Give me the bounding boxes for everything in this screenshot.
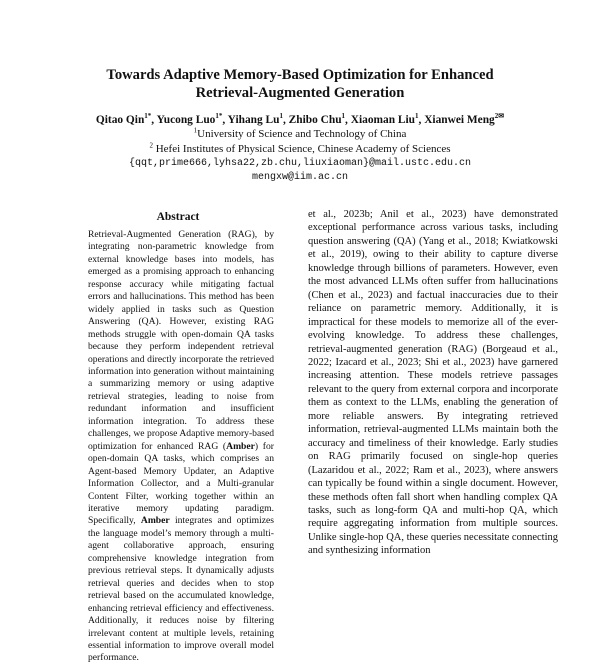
author: Xianwei Meng$^{2✉}$ — [424, 112, 505, 126]
author: Xiaoman Liu$^1$, — [350, 112, 425, 126]
email-line-2: mengxw@iim.ac.cn — [251, 172, 348, 183]
affiliation-2: $^2$ Hefei Institutes of Physical Science, Chinese Academy of Sciences — [149, 141, 451, 155]
title-line-2: Retrieval-Augmented Generation — [195, 85, 405, 101]
introduction-text: et al., 2023b; Anil et al., 2023) have demonstrated exceptional performance across various tasks, including question answering (QA) (Yang et al., 2018; Kwiatkowski et al., 2019), owing to their ability to capture diverse knowledge through billions of parameters. However, even the most advanced LLMs often suffer from hallucinations (Chen et al., 2023) and factual inaccuracies due to their reliance on parametric memory. Additionally, it is impractical for these models to memorize all of the ever-evolving knowledge. To address these challenges, retrieval-augmented generation (RAG) (Borgeaud et al., 2022; Izacard et al., 2023; Shi et al., 2023) have garnered increasing attention. These models retrieve passages relevant to the query from external corpora and incorporate them as context to the LLMs, enabling the generation of more reliable answers. By integrating retrieved information, retrieval-augmented LLMs maintain both the accuracy and timeliness of their knowledge. Early studies on RAG primarily focused on single-hop queries (Lazaridou et al., 2022; Ram et al., 2023), where answers can typically be found within a single document. However, these methods often fall short when handling complex QA tasks, such as long-form QA and multi-hop QA, which require aggregating information from multiple sources. Unlike single-hop QA, these queries necessitate connecting and synthesizing information — [308, 209, 558, 557]
method-name: Amber — [226, 440, 255, 452]
author: Qitao Qin$^{1*}$, — [95, 112, 157, 126]
abstract-text: Retrieval-Augmented Generation (RAG), by integrating non-parametric knowledge from external knowledge bases into models, has emerged as a promising approach to enhancing response accuracy while mitigating factual errors and hallucinations. This method has been widely applied in tasks such as Question Answering (QA). However, existing RAG methods struggle with open-domain QA tasks because they perform independent retrieval operations and directly incorporate the retrieved information into generation without maintaining a summarizing memory or using adaptive retrieval strategies, leading to noise from redundant information and insufficient information integration. To address these challenges, we propose Adaptive memory-based optimization for enhanced RAG (Amber) for open-domain QA tasks, which comprises an Agent-based Memory Updater, an Adaptive Information Collector, and a Multi-granular Content Filter, working together within an iterative memory updating paradigm. Specifically, Amber integrates and optimizes the language model’s memory through a multi-agent collaborative approach, ensuring comprehensive knowledge integration from previous retrieval steps. It dynamically adjusts retrieval queries and decides when to stop retrieval based on the accumulated knowledge, enhancing retrieval efficiency and effectiveness. Additionally, it reduces noise by filtering irrelevant content at multiple levels, retaining essential information to improve overall model performance. — [88, 229, 274, 664]
author: Yihang Lu$^1$, — [227, 112, 289, 126]
author: Zhibo Chu$^1$, — [288, 112, 351, 126]
author: Yucong Luo$^{1*}$, — [156, 112, 228, 126]
method-name: Amber — [140, 515, 170, 527]
author-list — [20, 113, 580, 127]
paper-title — [40, 66, 560, 102]
affiliation-1: $^1$University of Science and Technology of China — [193, 126, 407, 140]
title-line-1: Towards Adaptive Memory-Based Optimization for Enhanced — [106, 67, 494, 83]
email-line-1: {qqt,prime666,lyhsa22,zb.chu,liuxiaoman}@mail.ustc.edu.cn — [128, 158, 472, 169]
abstract-heading: Abstract — [156, 211, 200, 223]
